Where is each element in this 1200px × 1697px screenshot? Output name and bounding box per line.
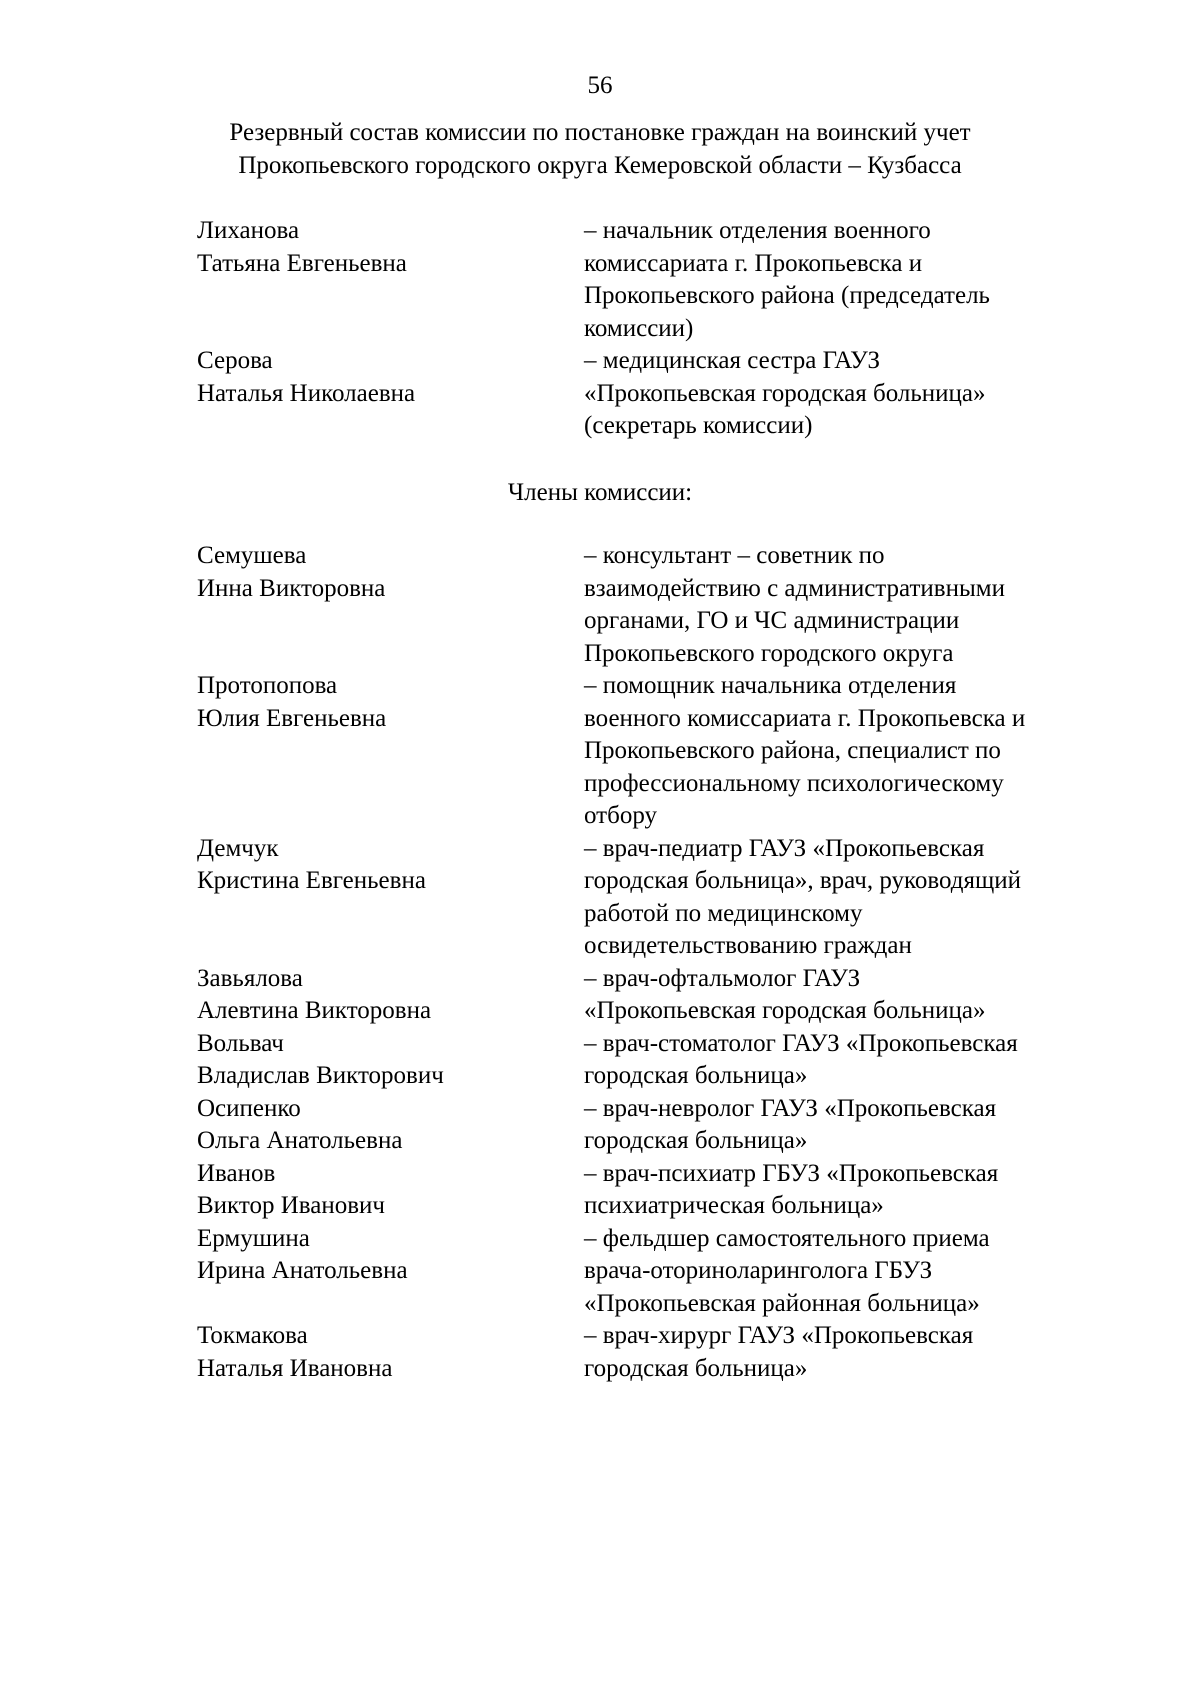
member-name-line: Кристина Евгеньевна [197,867,426,894]
member-role [584,345,1117,443]
member-role [584,963,1117,1028]
member-role-line: «Прокопьевская районная больница» [584,1289,980,1317]
member-role-line: – врач-психиатр ГБУЗ «Прокопьевская [584,1159,999,1187]
member-role-line: городская больница» [584,1062,808,1089]
member-entry [197,1158,1117,1223]
member-role-line: военного комиссариата г. Прокопьевска и [584,704,1026,732]
member-name-line: Ермушина [197,1224,310,1252]
member-role [584,1028,1117,1093]
member-name [197,1158,584,1223]
member-role-line: – врач-невролог ГАУЗ «Прокопьевская [584,1094,997,1122]
member-role-line: городская больница» [584,1127,808,1154]
member-name-line: Вольвач [197,1029,284,1057]
member-name [197,215,584,345]
title-line: Резервный состав комиссии по постановке граждан на воинский учет [229,119,971,146]
member-role-line: – врач-стоматолог ГАУЗ «Прокопьевская [584,1029,1018,1057]
member-role-line: психиатрическая больница» [584,1192,884,1219]
member-role-line: – врач-педиатр ГАУЗ «Прокопьевская [584,834,985,862]
member-name-line: Протопопова [197,672,338,699]
member-role-line: взаимодействию с административными [584,574,1005,602]
member-entry [197,1028,1117,1093]
member-name-line: Татьяна Евгеньевна [197,249,407,277]
member-entry [197,540,1117,670]
member-name [197,1028,584,1093]
member-name [197,540,584,670]
member-name-line: Лиханова [197,217,300,244]
member-role [584,1158,1117,1223]
member-role-line: – консультант – советник по [584,542,885,569]
member-name-line: Юлия Евгеньевна [197,704,387,732]
member-role-line: врача-оториноларинголога ГБУЗ [584,1257,933,1284]
member-entry [197,1223,1117,1321]
member-role [584,1320,1117,1385]
title-line: Прокопьевского городского округа Кемеровской области – Кузбасса [238,151,962,179]
member-role-line: – медицинская сестра ГАУЗ [584,347,881,374]
member-entry [197,670,1117,833]
member-role-line: отбору [584,802,657,829]
members-list [197,540,1117,1385]
member-name-line: Семушева [197,542,307,569]
member-name-line: Завьялова [197,964,303,992]
member-role [584,1223,1117,1321]
member-role [584,833,1117,963]
member-role-line: городская больница» [584,1354,808,1382]
member-name [197,1223,584,1321]
member-name-line: Токмакова [197,1322,308,1349]
member-role-line: освидетельствованию граждан [584,932,912,959]
member-name-line: Виктор Иванович [197,1192,385,1219]
member-role-line: (секретарь комиссии) [584,412,813,439]
member-name-line: Ирина Анатольевна [197,1257,408,1284]
member-role-line: комиссии) [584,314,694,342]
member-role-line: – начальник отделения военного [584,217,931,244]
member-name-line: Наталья Ивановна [197,1354,393,1382]
document-title [0,117,1200,182]
leadership-list [197,215,1117,443]
member-role-line: Прокопьевского городского округа [584,639,954,667]
member-entry [197,345,1117,443]
member-entry [197,833,1117,963]
member-name-line: Алевтина Викторовна [197,997,432,1024]
member-name [197,345,584,443]
member-name-line: Ольга Анатольевна [197,1127,403,1154]
member-role-line: профессиональному психологическому [584,769,1004,797]
member-role [584,215,1117,345]
member-name-line: Иванов [197,1159,276,1187]
member-role [584,540,1117,670]
member-name-line: Инна Викторовна [197,574,386,602]
member-name [197,1093,584,1158]
member-role-line: Прокопьевского района (председатель [584,282,990,309]
member-role-line: – врач-офтальмолог ГАУЗ [584,964,861,992]
member-role [584,1093,1117,1158]
member-role-line: – помощник начальника отделения [584,672,957,699]
member-name-line: Владислав Викторович [197,1062,444,1089]
member-role-line: – врач-хирург ГАУЗ «Прокопьевская [584,1322,974,1349]
member-entry [197,1093,1117,1158]
member-name [197,963,584,1028]
member-role-line: работой по медицинскому [584,899,863,927]
member-name [197,833,584,963]
page-number: 56 [587,72,613,99]
member-role-line: – фельдшер самостоятельного приема [584,1224,990,1252]
member-name-line: Серова [197,347,273,374]
member-role-line: комиссариата г. Прокопьевска и [584,249,923,277]
member-name-line: Демчук [197,834,279,862]
member-name-line: Осипенко [197,1094,301,1122]
member-name [197,1320,584,1385]
member-role-line: органами, ГО и ЧС администрации [584,607,960,634]
members-heading: Члены комиссии: [507,479,693,506]
member-entry [197,215,1117,345]
member-role-line: «Прокопьевская городская больница» [584,997,986,1024]
member-role-line: «Прокопьевская городская больница» [584,379,986,407]
member-name [197,670,584,833]
member-role-line: Прокопьевского района, специалист по [584,737,1001,764]
member-name-line: Наталья Николаевна [197,379,416,407]
member-entry [197,1320,1117,1385]
member-role-line: городская больница», врач, руководящий [584,867,1021,894]
member-role [584,670,1117,833]
member-entry [197,963,1117,1028]
